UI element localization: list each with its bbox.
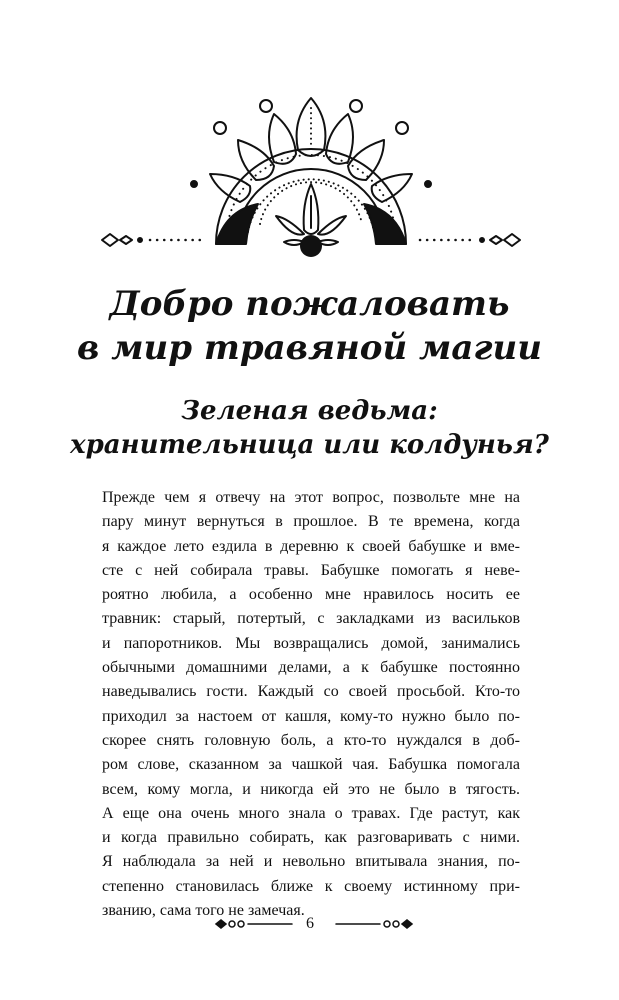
body-line: званию, сама того не замечая. (102, 902, 305, 920)
body-line: и папоротников. Мы возвращались домой, занимались (102, 634, 520, 652)
body-paragraph (102, 486, 520, 923)
body-line: Я наблюдала за ней и невольно впитывала знания, по- (102, 853, 520, 871)
lotus-sun-ornament-icon (98, 92, 524, 270)
body-line: степенно становилась ближе к своему истинному при- (102, 877, 520, 895)
body-line: наведывались гости. Каждый со своей просьбой. Кто-то (102, 683, 520, 701)
body-line: травник: старый, потертый, с закладками из васильков (102, 610, 520, 628)
body-line: пару минут вернуться в прошлое. В те времена, когда (102, 513, 520, 531)
page-number: 6 (306, 915, 314, 932)
body-line: я каждое лето ездила в деревню к своей бабушке и вме- (102, 537, 520, 555)
body-line: скорее снять головную боль, а кто-то нуждался в доб- (102, 731, 520, 749)
chapter-title-line-1: Добро пожаловать (109, 284, 510, 324)
body-line: ром слове, сказанном за чашкой чая. Бабушка помогала (102, 756, 520, 774)
section-title-line-2: хранительница или колдунья? (70, 430, 549, 460)
body-line: роятно любила, а особенно мне нравилось носить ее (102, 586, 520, 604)
body-line: А еще она очень много знала о травах. Где растут, как (102, 804, 520, 822)
body-line: приходил за настоем от кашля, кому-то нужно было по- (102, 707, 520, 725)
section-title-line-1: Зеленая ведьма: (181, 396, 438, 426)
body-line: сте с ней собирала травы. Бабушке помогать я неве- (102, 561, 520, 579)
body-line: и когда правильно собирать, как разговаривать с ними. (102, 829, 520, 847)
chapter-title-line-2: в мир травяной магии (77, 328, 542, 368)
body-line: Прежде чем я отвечу на этот вопрос, позвольте мне на (102, 489, 520, 506)
body-line: обычными домашними делами, а к бабушке постоянно (102, 659, 520, 677)
body-line: всем, кому могла, и никогда ей это не было в тягость. (102, 780, 520, 798)
